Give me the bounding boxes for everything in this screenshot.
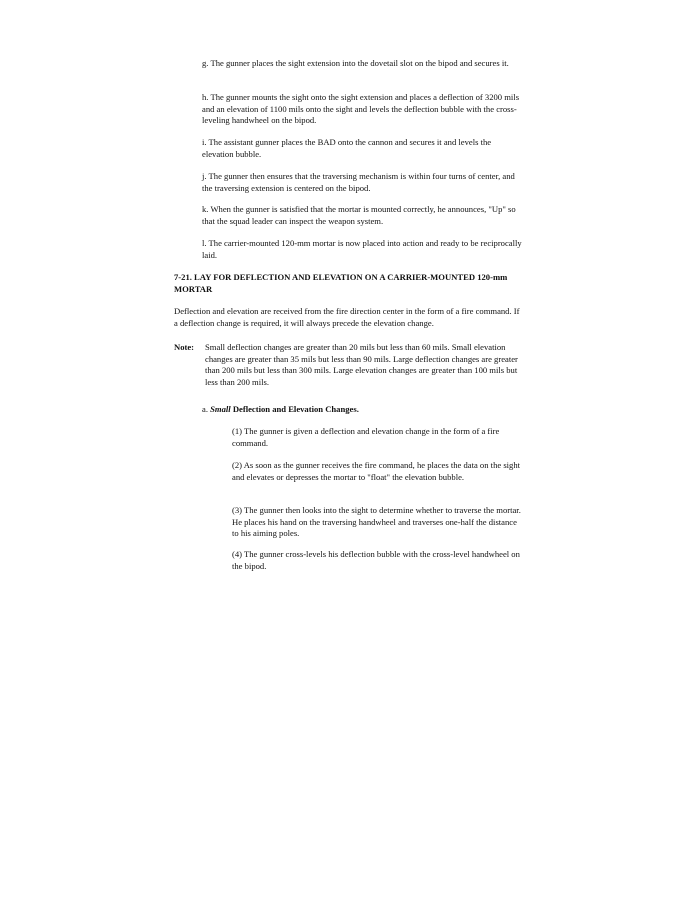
step-i: i. The assistant gunner places the BAD onto the cannon and secures it and levels the elevation bubble. <box>202 137 492 159</box>
substep-1: (1) The gunner is given a deflection and elevation change in the form of a fire command. <box>232 426 500 448</box>
section-intro: Deflection and elevation are received from the fire direction center in the form of a fire command. If a deflection change is required, it will always precede the elevation change. <box>174 306 520 328</box>
step-g: g. The gunner places the sight extension into the dovetail slot on the bipod and secures it. <box>202 58 509 68</box>
substep-2: (2) As soon as the gunner receives the fire command, he places the data on the sight and elevates or depresses the mortar to "float" the elevation bubble. <box>232 460 521 482</box>
substep-4: (4) The gunner cross-levels his deflection bubble with the cross-level handwheel on the bipod. <box>232 549 520 571</box>
note-text: Small deflection changes are greater than 20 mils but less than 60 mils. Small elevation changes are greater than 35 mils but less than 90 mils. Large deflection changes are greater than 200 mils but less than 300 mils. Large elevation changes are greater than 100 mils but less than 200 mils. <box>205 342 518 387</box>
step-k: k. When the gunner is satisfied that the mortar is mounted correctly, he announces, "Up" so that the squad leader can inspect the weapon system. <box>202 204 516 226</box>
subsection-title <box>202 404 359 416</box>
section-heading: 7-21. LAY FOR DEFLECTION AND ELEVATION ON A CARRIER-MOUNTED 120-mm MORTAR <box>174 272 508 294</box>
subsection-prefix: a. <box>202 404 211 414</box>
step-j: j. The gunner then ensures that the traversing mechanism is within four turns of center, and the traversing extension is centered on the bipod. <box>202 171 515 193</box>
step-h: h. The gunner mounts the sight onto the sight extension and places a deflection of 3200 mils and an elevation of 1100 mils onto the sight and levels the deflection bubble with the cross-leveling handwheel on the bipod. <box>202 92 520 126</box>
note-label: Note: <box>174 342 195 352</box>
step-l: l. The carrier-mounted 120-mm mortar is now placed into action and ready to be reciprocally laid. <box>202 238 522 260</box>
subsection-title-rest: Deflection and Elevation Changes. <box>230 404 359 414</box>
subsection-italic-word: Small <box>210 404 231 414</box>
substep-3: (3) The gunner then looks into the sight to determine whether to traverse the mortar. He places his hand on the traversing handwheel and traverses one-half the distance to his aiming poles. <box>232 505 521 539</box>
